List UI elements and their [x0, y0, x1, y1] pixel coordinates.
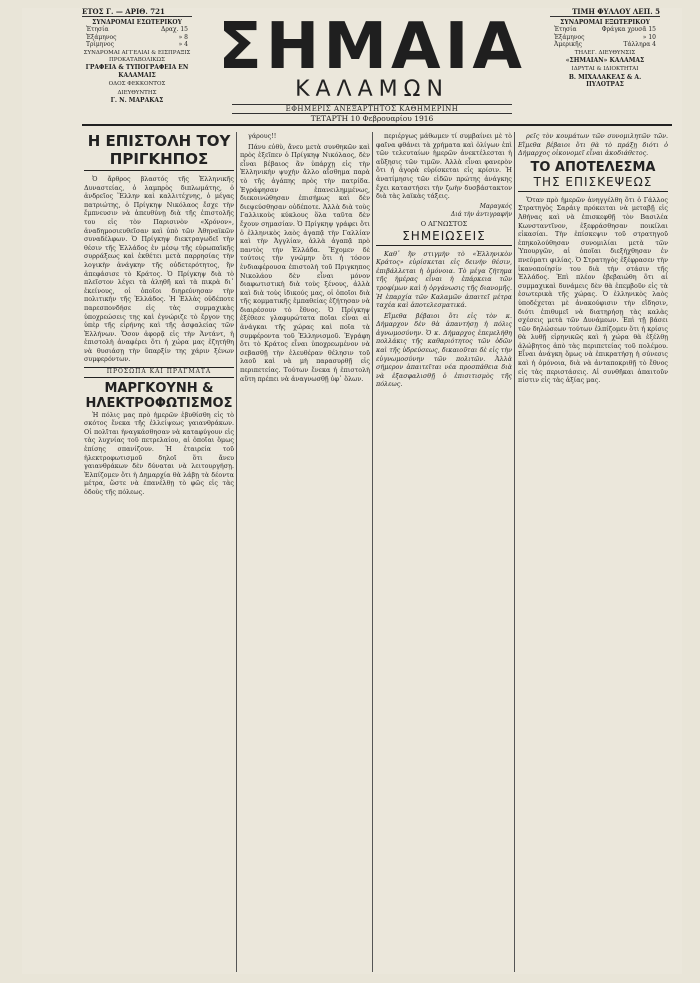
issue-date: ΤΕΤΑΡΤΗ 10 Φεβρουαρίου 1916: [310, 114, 434, 123]
founders-label: ΙΔΡΥΤΑΙ & ΙΔΙΟΚΤΗΤΑΙ: [571, 66, 639, 73]
masthead-right-info: [550, 8, 660, 88]
masthead-left-info: [82, 8, 192, 104]
rate-row: Τρίμηνος » 4: [86, 40, 188, 48]
rate-row: Ἐτησία Φράγκα χρυσᾶ 15: [554, 26, 656, 34]
column-4: [518, 132, 668, 972]
subhead-electric-lighting: ΜΑΡΓΚΟΥΝΗ & ΗΛΕΚΤΡΟΦΩΤΙΣΜΟΣ: [85, 380, 233, 411]
author-byline: Ο ΑΓΝΩΣΤΟΣ: [420, 219, 468, 228]
column-1: [84, 132, 234, 972]
signature-note: Διά τὴν ἀντιγραφήν: [450, 211, 512, 219]
column-divider: [514, 132, 515, 972]
masthead-rule: [82, 124, 672, 126]
street: ΟΔΟΣ ΦΕΚΚΟΝΤΟΣ: [108, 80, 166, 87]
section-label: ΠΡΟΣΩΠΑ ΚΑΙ ΠΡΑΓΜΑΤΑ: [84, 367, 234, 378]
newspaper-page: [22, 8, 682, 974]
ads-note: ΣΥΝΔΡΟΜΑΙ ΑΓΓΕΛΙΑΙ & ΕΙΣΠΡΑΞΙΣ ΠΡΟΚΑΤΑΒΟΛΙΚΩΣ: [83, 50, 191, 64]
article-body: περιέργως μάθωμεν τί συμβαίνει μὲ τὸ φαῖνα φθάνει τὰ χρήματα καὶ ὀλίγων ἐπὶ τῶν τελευταίων ἡμερῶν ἀνεκτέλεσται ἡ αὔξησις τῶν τιμῶν. Ἀλλὰ εἶναι φανερὸν ὅτι ἡ ἀγορὰ εὑρίσκεται εἰς κρίσιν. Ἡ ἀνατίμησις τῶν εἰδῶν πρώτης ἀνάγκης ἔχει καταστήσει τὴν ζωὴν δυσβάστακτον διὰ τὰς λαϊκὰς τάξεις.: [376, 132, 512, 201]
subhead-visit: ΤΗΣ ΕΠΙΣΚΕΨΕΩΣ: [518, 175, 668, 192]
article-body: Εἴμεθα βέβαιοι ὅτι εἰς τὸν κ. Δήμαρχον δὲν θὰ ἀπαντήσῃ ἡ πόλις ἀγνωμοσύνην. Ὁ κ. Δήμαρχος ἐπεμελήθη πολλάκις τῆς καθαριότητος τῶν ὁδῶν καὶ τῆς ὑδρεύσεως, δικαιοῦται δὲ εἰς τὴν εὐγνωμοσύνην τῶν πολιτῶν. Ἀλλὰ σήμερον ἀπαιτεῖται νέα προσπάθεια διὰ νὰ ἐξασφαλισθῇ ὁ ἐπισιτισμὸς τῆς πόλεως.: [376, 311, 512, 389]
article-body: Ὁ ἄρθρος βλαστός τῆς Ἑλληνικῆς Δυναστείας, ὁ λαμπρὸς διπλωμάτης, ὁ ἀνδρεῖος Ἕλλην καὶ καλλιτέχνης, ὁ μέγας πατριώτης, ὁ Πρίγκηψ Νικόλαος ἔσχε τὴν ἔμπνευσιν νὰ ἀπευθύνῃ διὰ τῆς ἐπιστολῆς του εἰς τὸν Παρισινὸν «Χρόνον», ἀναδημοσιευθεῖσαν καὶ ὑπὸ τῶν Ἀθηναϊκῶν συναδέλφων. Ὁ Πρίγκηψ διεκτραγωδεῖ τὴν θέσιν τῆς Ἑλλάδος ἐν μέσῳ τῆς εὐρωπαϊκῆς συρράξεως καὶ ἐκθέτει μετὰ παρρησίας τὴν λογικὴν ἀνάγκην τῆς οὐδετερότητος, ἣν ἀπεφάσισε τὸ Κράτος. Ὁ Πρίγκηψ διὰ τὸ πλεῖστον λέγει τὰ ἀληθῆ καὶ τὰ πικρὰ δι᾽ ἐκείνους, οἱ ὁποῖοι διηρεύνησαν τὴν πολιτικὴν τῆς Ἑλλάδος. Ἡ Ἑλλὰς οὐδέποτε παρεσπονδήσε εἰς τὰς συμμαχικὰς ὑποχρεώσεις της καὶ ἐγνώριζε τὸ ἔργον της ὑπὲρ τῆς εἰρήνης καὶ τῆς ἀσφαλείας τῶν Ἑλλήνων. Ὅσον ἀφορᾷ εἰς τὴν Ἀντάντ, ἡ ἐπιστολὴ ἀναφέρει ὅτι ἡ χώρα μας ἐζητήθη νὰ θυσιάσῃ τὴν ὕπαρξίν της χάριν ξένων συμφερόντων.: [84, 175, 234, 364]
rate-row: Ἀμερικῆς Τάλληρα 4: [554, 40, 656, 48]
rate-row: Ἑξάμηνος » 10: [554, 33, 656, 41]
telegraph-label: ΤΗΛΕΓ. ΔΙΕΥΘΥΝΣΙΣ: [574, 50, 636, 57]
column-2: [240, 132, 370, 972]
founders-names: Β. ΜΙΧΑΛΑΚΕΑΣ & Α. ΠΥΛΟΤΡΑΣ: [568, 73, 642, 88]
subhead-result: ΤΟ ΑΠΟΤΕΛΕΣΜΑ: [530, 159, 656, 175]
column-divider: [236, 132, 237, 972]
subhead-notes: ΣΗΜΕΙΩΣΕΙΣ: [376, 229, 512, 246]
column-3: [376, 132, 512, 972]
director-name: Γ. Ν. ΜΑΡΑΚΑΣ: [110, 97, 164, 105]
newspaper-title: ΣΗΜΑΙΑ: [218, 10, 526, 84]
telegraph-address: «ΣΗΜΑΙΑΝ» ΚΑΛΑΜΑΣ: [565, 57, 645, 65]
tagline: ΕΦΗΜΕΡΙΣ ΑΝΕΞΑΡΤΗΤΟΣ ΚΑΘΗΜΕΡΙΝΗ: [232, 104, 512, 114]
column-divider: [372, 132, 373, 972]
subscriptions-title: ΣΥΝΔΡΟΜΑΙ ΕΣΩΤΕΡΙΚΟΥ: [92, 19, 182, 27]
article-lead: γάρους!!: [248, 132, 277, 140]
office-address: ΓΡΑΦΕΙΑ & ΤΥΠΟΓΡΑΦΕΙΑ ΕΝ ΚΑΛΑΜΑΙΣ: [85, 64, 189, 79]
foreign-subscriptions-title: ΣΥΝΔΡΟΜΑΙ ΕΞΩΤΕΡΙΚΟΥ: [560, 19, 650, 27]
headline-prince-letter: Η ΕΠΙΣΤΟΛΗ ΤΟΥ ΠΡΙΓΚΗΠΟΣ: [84, 132, 234, 171]
article-lead: ρεῖς τὸν κουμάτων τῶν συνομιλητῶν τῶν. Εἴμεθα βέβαιοι ὅτι θὰ τὸ πράξῃ διότι ὁ Δήμαρχος οἰκονομεῖ εἶναι ἀκοδιάθετος.: [518, 132, 668, 158]
article-body: Ἡ πόλις μας πρὸ ἡμερῶν ἐβυθίσθη εἰς τὸ σκότος ἕνεκα τῆς ἐλλείψεως γαιανθράκων. Οἱ πολῖται ἠναγκάσθησαν νὰ καταφύγουν εἰς τὰς λυχνίας τοῦ πετρελαίου, αἱ ὁποῖαι ὅμως ἐπίσης σπανίζουν. Ἡ ἑταιρεία τοῦ ἠλεκτροφωτισμοῦ δηλοῖ ὅτι ἄνευ γαιανθράκων δὲν δύναται νὰ λειτουργήσῃ. Ἐλπίζομεν ὅτι ἡ Δημαρχία θὰ λάβῃ τὰ δέοντα μέτρα, ὥστε νὰ ἐπανέλθῃ τὸ φῶς εἰς τὰς ὁδοὺς τῆς πόλεως.: [84, 410, 234, 496]
signature: Μαραγκός: [479, 202, 512, 210]
issue-number: ΕΤΟΣ Γ. — ΑΡΙΘ. 721: [82, 8, 192, 17]
article-body: Καθ᾽ ἣν στιγμὴν τὸ «Ἑλληνικὸν Κράτος» εὑρίσκεται εἰς δεινὴν θέσιν, ἐπιβάλλεται ἡ ὁμόνοια. Τὸ μέγα ζήτημα τῆς ἡμέρας εἶναι ἡ ἐπάρκεια τῶν τροφίμων καὶ ἡ ὀργάνωσις τῆς διανομῆς. Ἡ ἐπαρχία τῶν Καλαμῶν ἀπαιτεῖ μέτρα ταχέα καὶ ἀποτελεσματικά.: [376, 249, 512, 310]
article-body: Πάνυ εὐθὺ, ἄνευ μετὰ συνθηκῶν καὶ πρὸς ἐξεῖπεν ὁ Πρίγκηψ Νικόλαος, δὲν εἶναι βέβαιος ἂν ὑπάρχῃ εἰς τὴν Ἑλληνικὴν ψυχὴν ἄλλο αἴσθημα παρὰ τὸ τῆς ἀγάπης πρὸς τὴν πατρίδα. Ἐγράφησαν ἐπανειλημμένως, διεκοινώθησαν ἐπισήμως καὶ δὲν διεψεύσθησαν οὐδέποτε. Ἀλλὰ διὰ τοὺς Γαλλικοὺς κύκλους ὅλα ταῦτα δὲν ἔχουν σημασίαν. Ὁ Πρίγκηψ γράφει ὅτι ὁ ἑλληνικὸς λαὸς ἀγαπᾷ τὴν Γαλλίαν καὶ τὴν Ἀγγλίαν, ἀλλὰ ἀγαπᾷ πρὸ παντὸς τὴν Ἑλλάδα. Ἔχομεν δὲ τούτοις τὴν γνώμην ὅτι ἡ τόσον ἐνδιαφέρουσα ἐπιστολὴ τοῦ Πριγκηπος Νικολάου δὲν εἶναι μόνον διαφωτιστικὴ διὰ τοὺς ξένους, ἀλλὰ καὶ διὰ τοὺς ἰδικούς μας, οἱ ὁποῖοι διὰ τῆς κομματικῆς ἐμπαθείας ἐζήτησαν νὰ διαιρέσουν τὸ ἔθνος. Ὁ Πρίγκηψ ἐξέθεσε γλαφυρώτατα ποῖαι εἶναι αἱ ἀνάγκαι τῆς χώρας καὶ ποῖα τὰ συμφέροντα τοῦ Ἑλληνισμοῦ. Ἐγράφη ὅτι τὸ Κράτος εἶναι ὑποχρεωμένον νὰ σεβασθῇ τὴν ἐλευθέραν θέλησιν τοῦ λαοῦ καὶ νὰ μὴ παρασυρθῇ εἰς περιπετείας. Τούτων ἕνεκα ἡ ἐπιστολὴ αὕτη πρέπει νὰ ἀναγνωσθῇ ὑφ᾽ ὅλων.: [240, 142, 370, 383]
director-label: ΔΙΕΥΘΥΝΤΗΣ: [117, 90, 157, 97]
newspaper-subtitle: ΚΑΛΑΜΩΝ: [295, 77, 449, 102]
rate-row: Ἑξάμηνος » 8: [86, 33, 188, 41]
rate-row: Ἐτησία Δραχ. 15: [86, 26, 188, 34]
article-body: Ὅταν πρὸ ἡμερῶν ἀνηγγέλθη ὅτι ὁ Γάλλος Στρατηγὸς Σαράιγ πρόκειται νὰ μεταβῇ εἰς Ἀθήνας καὶ νὰ ἐπισκεφθῇ τὸν Βασιλέα Κωνσταντῖνον, ἐξεφράσθησαν ποικίλαι εἰκασίαι. Τὴν ἐπίσκεψιν τοῦ στρατηγοῦ ἐπηκολούθησαν συνομιλίαι μετὰ τῶν Ὑπουργῶν, αἱ ὁποῖαι διεξήχθησαν ἐν πνεύματι φιλίας. Ὁ Στρατηγὸς ἐξέφρασεν τὴν ἱκανοποίησίν του διὰ τὴν στάσιν τῆς Ἑλλάδος. Ἐπὶ πλέον ἐβεβαιώθη ὅτι αἱ συμμαχικαὶ δυνάμεις δὲν θὰ ἐπεμβοῦν εἰς τὰ ἐσωτερικὰ τῆς χώρας. Ὁ ἑλληνικὸς λαὸς ὑποδέχεται μὲ ἀνακούφισιν τὴν εἴδησιν, διότι ἐπιθυμεῖ νὰ διατηρήσῃ τὰς καλὰς σχέσεις μετὰ τῶν Δυνάμεων. Ἐπὶ τῇ βάσει τῶν δηλώσεων τούτων ἐλπίζομεν ὅτι ἡ κρίσις θὰ λυθῇ εἰρηνικῶς καὶ ἡ χώρα θὰ ἐξέλθῃ ἀλώβητος ἀπὸ τὰς περιπετείας τοῦ πολέμου. Εἶναι ἀνάγκη ὅμως νὰ ἐπικρατήσῃ ἡ σύνεσις καὶ ἡ ὁμόνοια, διὰ νὰ ἀνταποκριθῇ τὸ ἔθνος εἰς τὰς περιστάσεις. Αἱ συνθῆκαι ἀπαιτοῦν πίστιν εἰς τὰς ἀξίας μας.: [518, 195, 668, 385]
price: ΤΙΜΗ ΦΥΛΛΟΥ ΛΕΠ. 5: [550, 8, 660, 17]
